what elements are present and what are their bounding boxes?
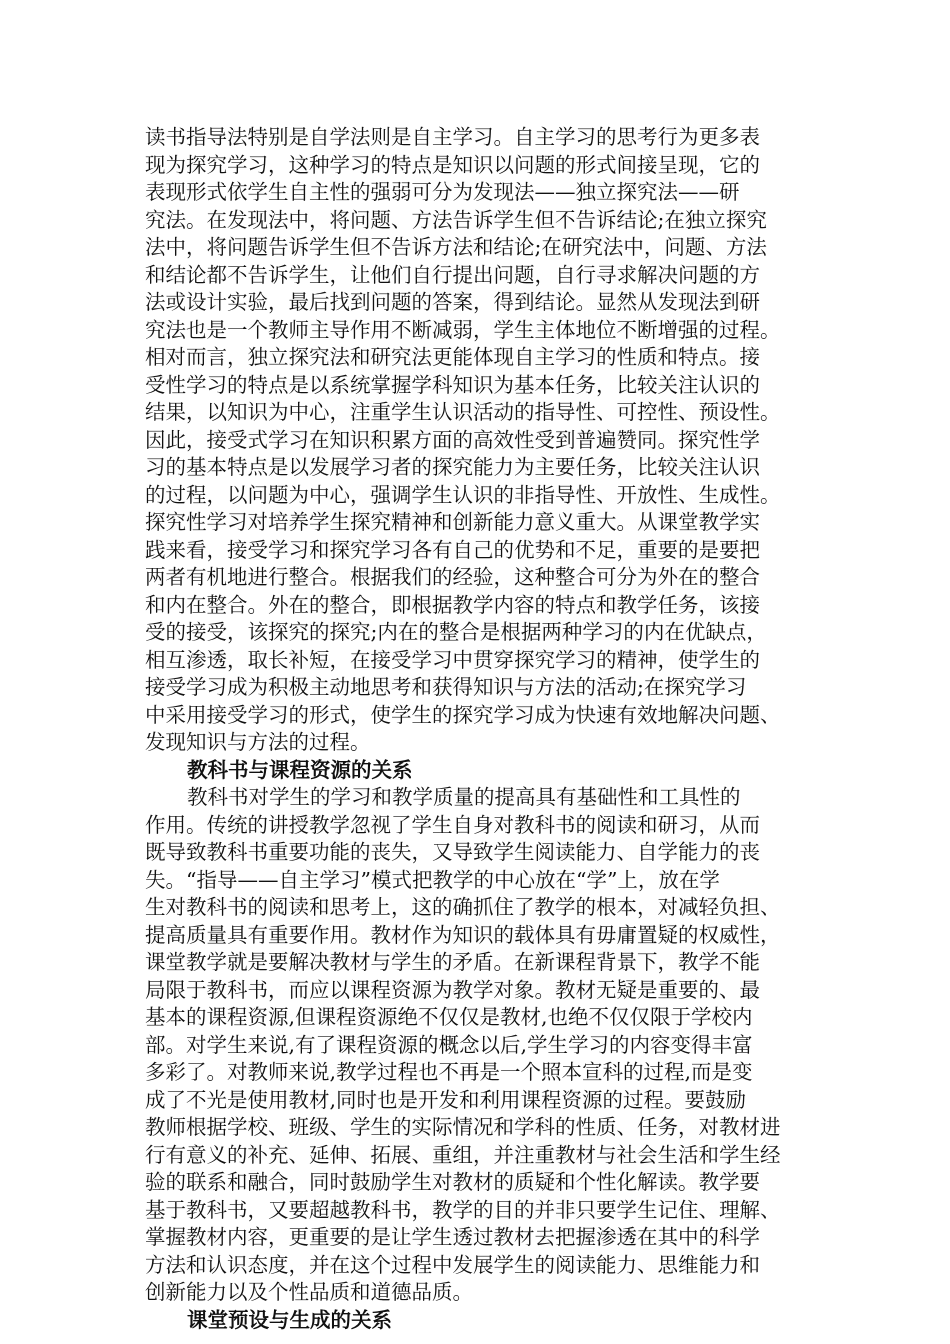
paragraph-line: 方法和认识态度，并在这个过程中发展学生的阅读能力、思维能力和 [145,1252,760,1277]
paragraph-line: 表现形式依学生自主性的强弱可分为发现法——独立探究法——研 [145,180,740,204]
paragraph-line: 现为探究学习，这种学习的特点是知识以问题的形式间接呈现，它的 [145,152,760,177]
paragraph-line: 究法也是一个教师主导作用不断减弱，学生主体地位不断增强的过程。 [145,317,781,342]
paragraph-line: 提高质量具有重要作用。教材作为知识的载体具有毋庸置疑的权威性， [145,922,781,947]
paragraph-line: 受性学习的特点是以系统掌握学科知识为基本任务，比较关注认识的 [145,372,760,397]
paragraph-line: 和结论都不告诉学生，让他们自行提出问题，自行寻求解决问题的方 [145,262,760,287]
paragraph-line: 探究性学习对培养学生探究精神和创新能力意义重大。从课堂教学实 [145,510,760,534]
paragraph-line: 相对而言，独立探究法和研究法更能体现自主学习的性质和特点。接 [145,345,760,369]
paragraph-line: 结果，以知识为中心，注重学生认识活动的指导性、可控性、预设性。 [145,400,781,424]
paragraph-line: 课堂教学就是要解决教材与学生的矛盾。在新课程背景下，教学不能 [145,950,760,974]
paragraph-line: 创新能力以及个性品质和道德品质。 [145,1280,473,1304]
paragraph-line: 读书指导法特别是自学法则是自主学习。自主学习的思考行为更多表 [145,125,760,149]
paragraph-line: 接受学习成为积极主动地思考和获得知识与方法的活动;在探究学习 [145,675,747,699]
section-heading: 课堂预设与生成的关系 [187,1307,392,1332]
paragraph-line: 教科书对学生的学习和教学质量的提高具有基础性和工具性的 [187,785,741,809]
paragraph-line: 基本的课程资源,但课程资源绝不仅仅是教材,也绝不仅仅限于学校内 [145,1005,753,1029]
paragraph-line: 和内在整合。外在的整合，即根据教学内容的特点和教学任务，该接 [145,592,760,617]
paragraph-line: 发现知识与方法的过程。 [145,730,371,754]
paragraph-line: 究法。在发现法中，将问题、方法告诉学生但不告诉结论;在独立探究 [145,207,767,232]
paragraph-line: 掌握教材内容，更重要的是让学生透过教材去把握渗透在其中的科学 [145,1225,760,1249]
section-heading: 教科书与课程资源的关系 [187,757,413,782]
paragraph-line: 践来看，接受学习和探究学习各有自己的优势和不足，重要的是要把 [145,537,760,562]
paragraph-line: 生对教科书的阅读和思考上，这的确抓住了教学的根本，对减轻负担、 [145,895,781,919]
paragraph-line: 行有意义的补充、延伸、拓展、重组，并注重教材与社会生活和学生经 [145,1142,781,1167]
paragraph-line: 基于教科书，又要超越教科书，教学的目的并非只要学生记住、理解、 [145,1197,781,1222]
paragraph-line: 受的接受，该探究的探究;内在的整合是根据两种学习的内在优缺点， [145,620,767,644]
paragraph-line: 因此，接受式学习在知识积累方面的高效性受到普遍赞同。探究性学 [145,427,760,452]
paragraph-line: 作用。传统的讲授教学忽视了学生自身对教科书的阅读和研习，从而 [145,812,760,837]
paragraph-line: 的过程，以问题为中心，强调学生认识的非指导性、开放性、生成性。 [145,482,781,507]
paragraph-line: 验的联系和融合，同时鼓励学生对教材的质疑和个性化解读。教学要 [145,1170,760,1194]
paragraph-line: 中采用接受学习的形式，使学生的探究学习成为快速有效地解决问题、 [145,702,781,727]
document-page [145,124,825,1334]
paragraph-line: 相互渗透，取长补短，在接受学习中贯穿探究学习的精神，使学生的 [145,647,760,672]
paragraph-line: 教师根据学校、班级、学生的实际情况和学科的性质、任务，对教材进 [145,1115,781,1139]
paragraph-line: 成了不光是使用教材,同时也是开发和利用课程资源的过程。要鼓励 [145,1087,747,1112]
paragraph-line: 失。“指导——自主学习”模式把教学的中心放在“学”上，放在学 [145,867,720,892]
paragraph-line: 局限于教科书，而应以课程资源为教学对象。教材无疑是重要的、最 [145,977,760,1002]
paragraph-line: 法或设计实验，最后找到问题的答案，得到结论。显然从发现法到研 [145,290,760,314]
paragraph-line: 多彩了。对教师来说,教学过程也不再是一个照本宣科的过程,而是变 [145,1060,753,1084]
paragraph-line: 既导致教科书重要功能的丧失，又导致学生阅读能力、自学能力的丧 [145,840,760,864]
paragraph-line: 部。对学生来说,有了课程资源的概念以后,学生学习的内容变得丰富 [145,1032,753,1057]
paragraph-line: 法中，将问题告诉学生但不告诉方法和结论;在研究法中，问题、方法 [145,235,767,259]
paragraph-line: 两者有机地进行整合。根据我们的经验，这种整合可分为外在的整合 [145,565,760,589]
paragraph-line: 习的基本特点是以发展学习者的探究能力为主要任务，比较关注认识 [145,455,760,479]
